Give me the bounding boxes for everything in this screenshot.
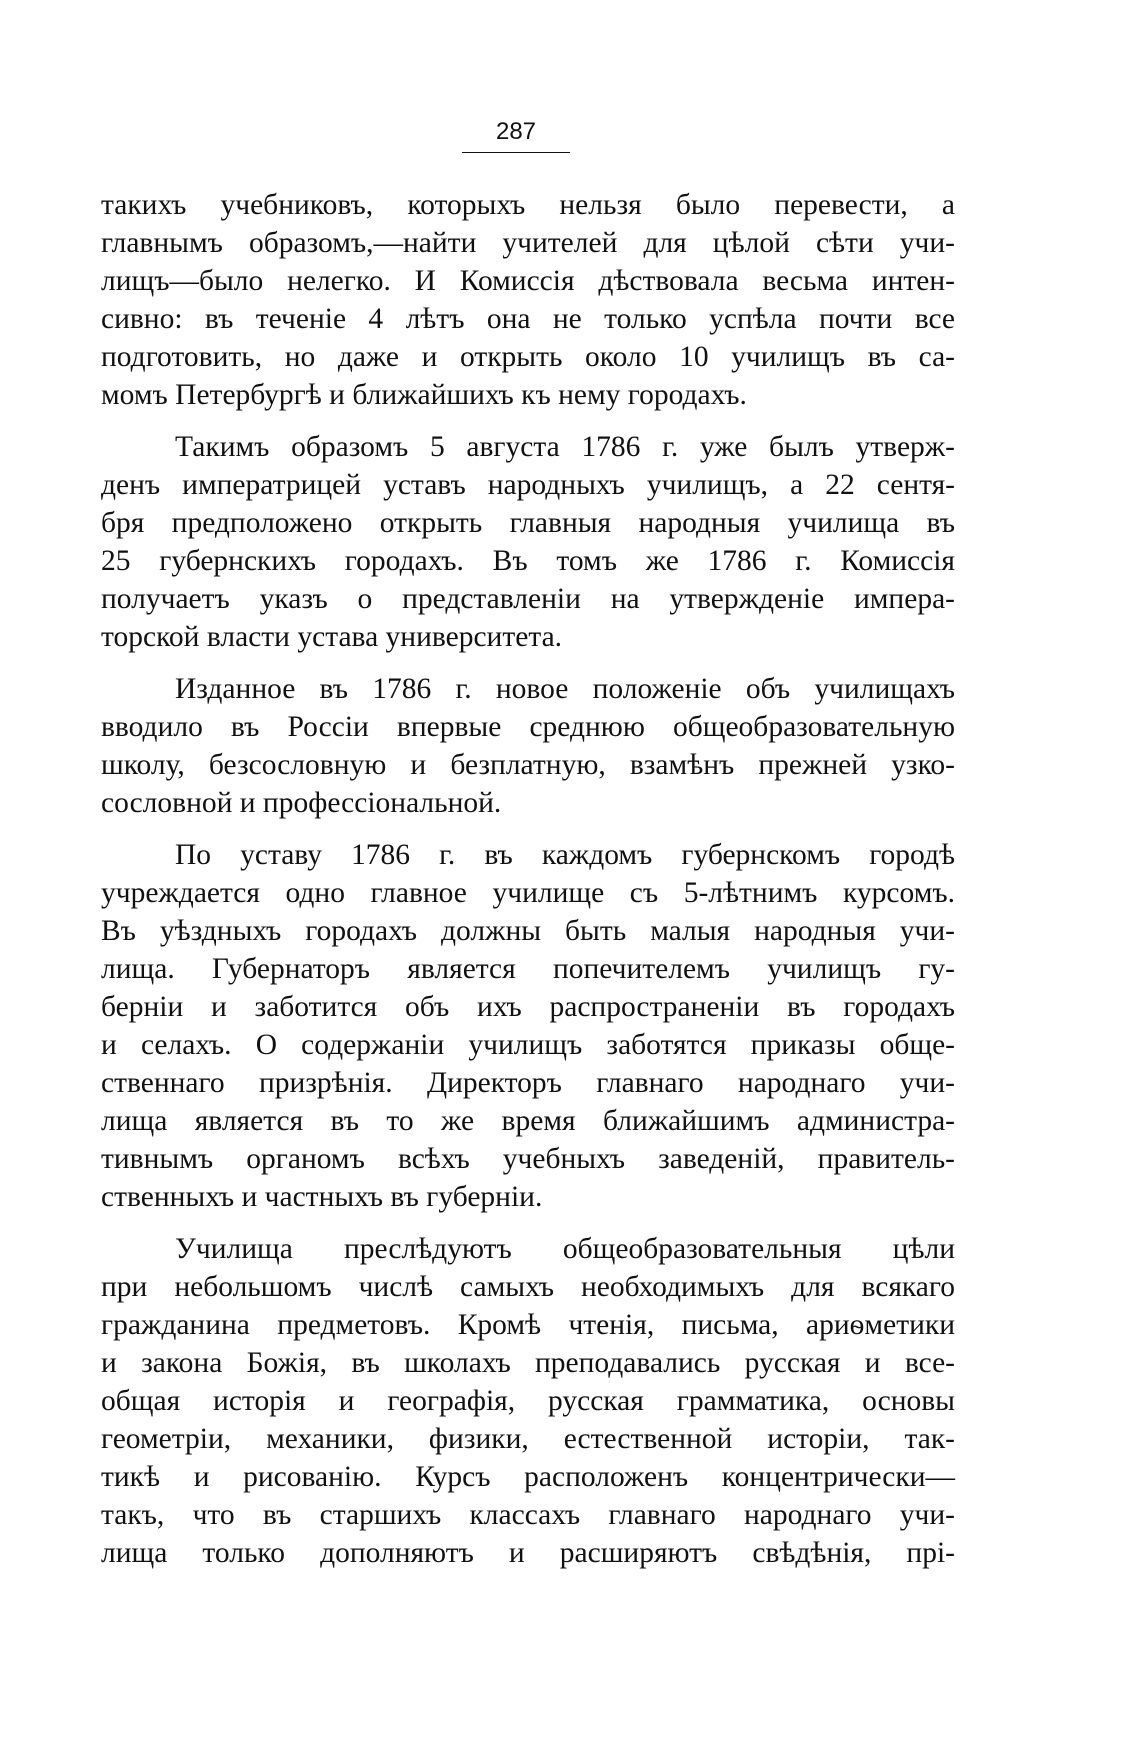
text-line: учреждается одно главное училище съ 5-лѣтнимъ курсомъ. xyxy=(101,877,955,909)
text-line: сословной и профессіональной. xyxy=(101,787,502,819)
text-line: тикѣ и рисованію. Курсъ расположенъ концентрически— xyxy=(101,1461,955,1493)
page-number: 287 xyxy=(495,118,537,145)
text-line: 25 губернскихъ городахъ. Въ томъ же 1786 г. Комиссія xyxy=(101,545,955,577)
text-line: Училища преслѣдуютъ общеобразовательныя цѣли xyxy=(175,1233,955,1265)
text-line: такихъ учебниковъ, которыхъ нельзя было перевести, а xyxy=(101,189,955,221)
text-line: лища является въ то же время ближайшимъ администра- xyxy=(101,1105,955,1137)
text-line: тивнымъ органомъ всѣхъ учебныхъ заведеній, правитель- xyxy=(101,1143,955,1175)
text-line: геометріи, механики, физики, естественной исторіи, так- xyxy=(101,1423,955,1455)
paragraph xyxy=(101,670,955,822)
text-line: лищъ—было нелегко. И Комиссія дѣствовала весьма интен- xyxy=(101,265,955,297)
text-line: По уставу 1786 г. въ каждомъ губернскомъ городѣ xyxy=(175,839,955,871)
text-line: сивно: въ теченіе 4 лѣтъ она не только успѣла почти все xyxy=(101,303,955,335)
text-line: при небольшомъ числѣ самыхъ необходимыхъ для всякаго xyxy=(101,1271,955,1303)
text-line: Изданное въ 1786 г. новое положеніе объ училищахъ xyxy=(175,673,955,705)
text-line: получаетъ указъ о представленіи на утвержденіе импера- xyxy=(101,583,955,615)
text-line: торской власти устава университета. xyxy=(101,621,563,653)
text-line: берніи и заботится объ ихъ распространеніи въ городахъ xyxy=(101,991,955,1023)
text-line: лища. Губернаторъ является попечителемъ училищъ гу- xyxy=(101,953,955,985)
body-text xyxy=(101,186,955,1572)
text-line: главнымъ образомъ,—найти учителей для цѣлой сѣти учи- xyxy=(101,227,955,259)
text-line: ственнаго призрѣнія. Директоръ главнаго народнаго учи- xyxy=(101,1067,955,1099)
paragraph xyxy=(101,428,955,656)
paragraph xyxy=(101,186,955,414)
text-line: школу, безсословную и безплатную, взамѣнъ прежней узко- xyxy=(101,749,955,781)
text-line: денъ императрицей уставъ народныхъ училищъ, а 22 сентя- xyxy=(101,469,955,501)
text-line: и селахъ. О содержаніи училищъ заботятся приказы обще- xyxy=(101,1029,955,1061)
text-line: гражданина предметовъ. Кромѣ чтенія, письма, ариѳметики xyxy=(101,1309,955,1341)
text-line: общая исторія и географія, русская грамматика, основы xyxy=(101,1385,955,1417)
text-line: бря предположено открыть главныя народныя училища въ xyxy=(101,507,955,539)
text-line: момъ Петербургѣ и ближайшихъ къ нему городахъ. xyxy=(101,379,747,411)
text-line: такъ, что въ старшихъ классахъ главнаго народнаго учи- xyxy=(101,1499,955,1531)
text-line: вводило въ Россіи впервые среднюю общеобразовательную xyxy=(101,711,955,743)
paragraph xyxy=(101,1230,955,1572)
header-rule xyxy=(462,152,570,153)
text-line: Въ уѣздныхъ городахъ должны быть малыя народныя учи- xyxy=(101,915,955,947)
text-line: ственныхъ и частныхъ въ губерніи. xyxy=(101,1181,543,1213)
page-header xyxy=(462,118,570,153)
text-line: Такимъ образомъ 5 августа 1786 г. уже былъ утверж- xyxy=(175,431,955,463)
text-line: подготовить, но даже и открыть около 10 училищъ въ са- xyxy=(101,341,955,373)
text-line: лища только дополняютъ и расширяютъ свѣдѣнія, прі- xyxy=(101,1537,955,1569)
paragraph xyxy=(101,836,955,1216)
text-line: и закона Божія, въ школахъ преподавались русская и все- xyxy=(101,1347,955,1379)
